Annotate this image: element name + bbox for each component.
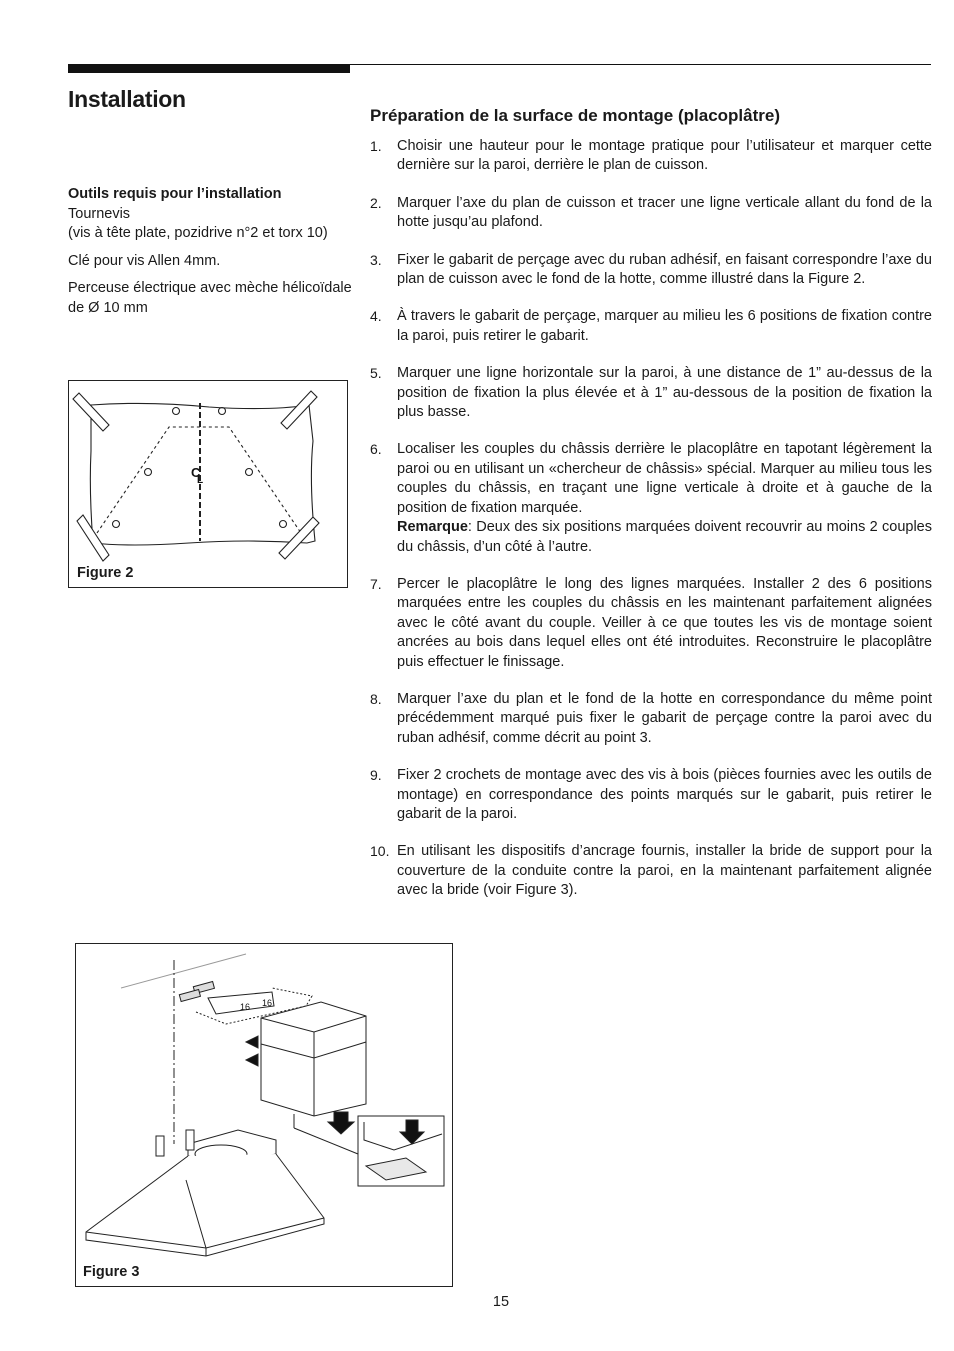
header-rule-thin [350, 64, 931, 65]
wall-plug [179, 990, 200, 1002]
note-text: : Deux des six positions marquées doivent recouvrir au moins 2 couples du châssis, d’un côté à l’autre. [397, 519, 932, 555]
template-illustration [69, 381, 347, 587]
fixing-hole [113, 521, 120, 528]
header-rule-thick [68, 64, 350, 73]
page-title: Installation [68, 86, 186, 112]
tools-heading: Outils requis pour l’installation [68, 186, 282, 202]
fixing-hole [173, 408, 180, 415]
step-item: 3. Fixer le gabarit de perçage avec du ruban adhésif, en faisant correspondre l’axe du plan de cuisson avec le fond de la hotte, comme illustré dans la Figure 2. [370, 251, 932, 288]
step-item: 9. Fixer 2 crochets de montage avec des vis à bois (pièces fournies avec les outils de montage) en correspondance des points marqués sur le gabarit, puis retirer le gabarit de la paroi. [370, 767, 932, 822]
tool-screwdriver-detail: (vis à tête plate, pozidrive n°2 et torx 10) [68, 225, 328, 241]
note-label: Remarque [397, 519, 468, 536]
centerline-sub: L [197, 475, 204, 486]
pointer-line [294, 1128, 358, 1154]
fixing-hole [280, 521, 287, 528]
step-item: 8. Marquer l’axe du plan et le fond de la hotte en correspondance du même point précédemment marqué puis fixer le gabarit de perçage contre la paroi avec du ruban adhésif, comme décrit au point 3. [370, 690, 932, 746]
figure-2 [68, 380, 348, 588]
arrow-down-icon [328, 1112, 354, 1134]
step-item: 7. Percer le placoplâtre le long des lignes marquées. Installer 2 des 6 positions marquées entre les couples du châssis en les maintenant parfaitement alignées avec le côté avant du couple. Veiller à ce que toutes les vis de montage soient ancrées au bois dans lequel elles ont été introduites. Reconstruire le placoplâtre puis effectuer le finissage. [370, 575, 932, 670]
centerline-mark: C [191, 465, 201, 480]
mounting-hook [156, 1136, 164, 1156]
screw-size-right: 16 [262, 998, 273, 1008]
figure-3 [75, 943, 453, 1287]
hood-canopy [86, 1154, 324, 1256]
figure-2-label: Figure 2 [77, 565, 134, 581]
step-item: 4. À travers le gabarit de perçage, marquer au milieu les 6 positions de fixation contre la paroi, puis retirer le gabarit. [370, 308, 932, 344]
figure-3-label: Figure 3 [83, 1264, 140, 1280]
fixing-hole [219, 408, 226, 415]
screw-size-left: 16 [240, 1002, 251, 1012]
tool-drill: Perceuse électrique avec mèche hélicoïdale de Ø 10 mm [68, 280, 352, 316]
section-title: Préparation de la surface de montage (placoplâtre) [370, 106, 781, 125]
arrow-left-icon [246, 1036, 258, 1048]
step-item: 1. Choisir une hauteur pour le montage pratique pour l’utilisateur et marquer cette dernière sur la paroi, derrière le plan de cuisson. [370, 138, 932, 174]
step-item: 2. Marquer l’axe du plan de cuisson et tracer une ligne verticale allant du fond de la hotte jusqu’au plafond. [370, 194, 932, 231]
tools-section [68, 185, 353, 318]
tool-allen-key: Clé pour vis Allen 4mm. [68, 252, 221, 269]
ceiling-line [121, 954, 246, 988]
fixing-hole [145, 469, 152, 476]
tape-strip [281, 391, 317, 429]
tape-strip [279, 517, 319, 559]
step-item: 10. En utilisant les dispositifs d’ancrage fournis, installer la bride de support pour la couverture de la conduite contre la paroi, en la maintenant parfaitement alignée avec la bride (voir Figure 3). [370, 843, 932, 899]
steps-list [370, 137, 932, 901]
arrow-left-icon [246, 1054, 258, 1066]
tool-screwdriver: Tournevis [68, 205, 131, 222]
mounting-hook [186, 1130, 194, 1150]
step-item: 5. Marquer une ligne horizontale sur la paroi, à une distance de 1” au-dessus de la position de fixation la plus élevée et à 1” au-dessous de la position de fixation la plus basse. [370, 365, 932, 421]
fixing-hole [246, 469, 253, 476]
hood-illustration [76, 944, 452, 1286]
step-item: 6. Localiser les couples du châssis derrière le placoplâtre en tapotant légèrement la paroi ou en utilisant un «chercheur de châssis» spécial. Marquer au milieu tous les couples du châssis, en traçant une ligne verticale à droite et à gauche de la position de fixation marquée. Remarque: Deux des six positions marquées doivent recouvrir au moins 2 couples du châssis, d’un côté à l’autre. [370, 441, 932, 555]
page-number: 15 [492, 1294, 510, 1310]
